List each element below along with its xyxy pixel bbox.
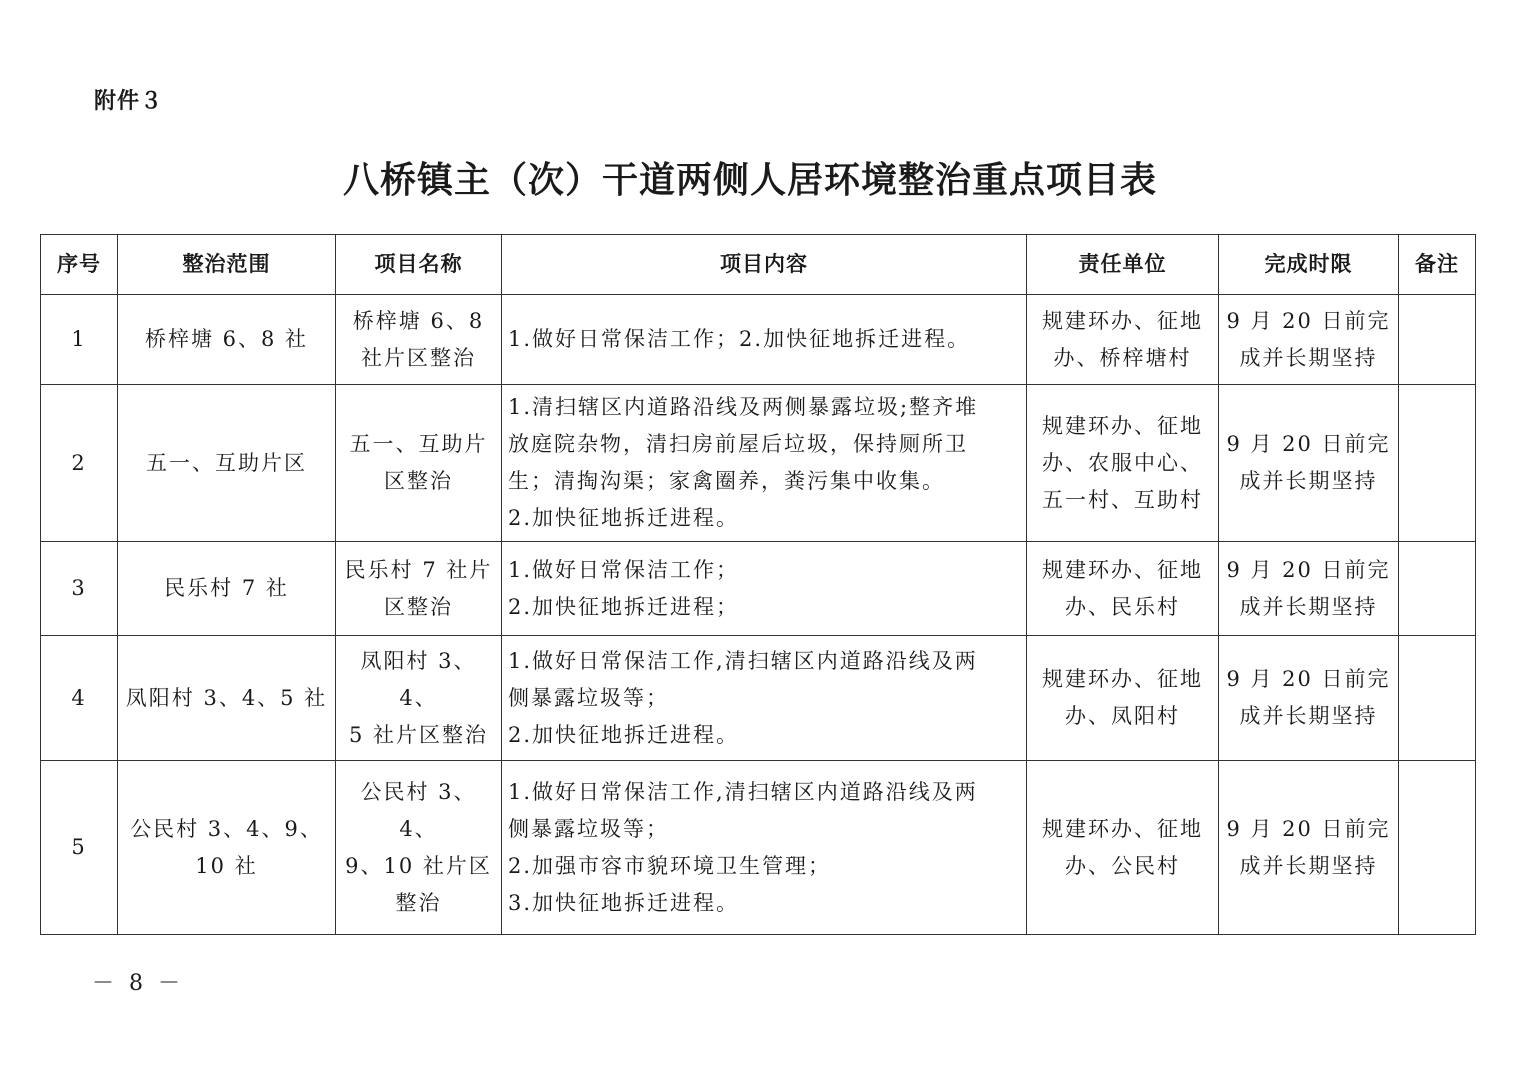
cell-line: 5 社片区整治: [348, 722, 489, 747]
cell-line: 区整治: [384, 469, 453, 493]
cell-line: 规建环办、征地: [1042, 557, 1203, 582]
cell-line: 1.做好日常保洁工作；: [508, 557, 740, 582]
cell-line: 成并长期坚持: [1239, 345, 1378, 370]
cell-line: 2.加强市容市貌环境卫生管理；: [508, 853, 832, 878]
cell-line: 成并长期坚持: [1239, 469, 1378, 493]
cell-remark: [1399, 636, 1476, 761]
cell-scope: [118, 542, 336, 636]
cell-content: [502, 542, 1027, 636]
cell-line: 民乐村 7 社: [164, 576, 289, 600]
cell-line: 凤阳村 3、4、5 社: [125, 685, 328, 710]
column-header-scope: 整治范围: [118, 235, 336, 295]
cell-scope: [118, 295, 336, 385]
cell-index: 2: [41, 385, 118, 542]
cell-line: 社片区整治: [361, 345, 476, 370]
cell-line: 侧暴露垃圾等；: [508, 685, 669, 710]
table-row: [41, 295, 1476, 385]
cell-deadline: [1219, 542, 1399, 636]
cell-line: 9 月 20 日前完: [1226, 432, 1391, 456]
cell-scope: [118, 636, 336, 761]
cell-unit: [1027, 295, 1219, 385]
cell-deadline: [1219, 295, 1399, 385]
cell-name: [336, 761, 502, 935]
cell-remark: [1399, 761, 1476, 935]
cell-content: [502, 761, 1027, 935]
cell-index: 5: [41, 761, 118, 935]
cell-line: 规建环办、征地: [1042, 667, 1203, 691]
cell-line: 9 月 20 日前完: [1226, 308, 1391, 333]
cell-line: 桥梓塘 6、8: [352, 308, 485, 333]
column-header-content: 项目内容: [502, 235, 1027, 295]
cell-unit: [1027, 542, 1219, 636]
cell-line: 9 月 20 日前完: [1226, 816, 1391, 841]
cell-line: 五一、互助片: [349, 432, 488, 456]
cell-line: 生；清掏沟渠；家禽圈养，粪污集中收集。: [508, 469, 945, 493]
table-row: [41, 636, 1476, 761]
cell-line: 公民村 3、4、9、: [130, 816, 323, 841]
page-number: － 8 －: [92, 971, 184, 996]
cell-scope: [118, 385, 336, 542]
cell-line: 1.清扫辖区内道路沿线及两侧暴露垃圾;整齐堆: [508, 395, 979, 419]
cell-line: 民乐村 7 社片: [344, 557, 493, 582]
table-row: [41, 761, 1476, 935]
cell-line: 2.加快征地拆迁进程；: [508, 594, 740, 619]
cell-remark: [1399, 295, 1476, 385]
cell-line: 整治: [395, 890, 442, 915]
cell-unit: [1027, 636, 1219, 761]
cell-line: 办、农服中心、: [1042, 450, 1203, 475]
cell-line: 9、10 社片区: [345, 853, 492, 878]
cell-content: [502, 385, 1027, 542]
cell-index: 1: [41, 295, 118, 385]
cell-line: 五一、互助片区: [146, 450, 307, 475]
attachment-label: 附件３: [94, 89, 164, 114]
cell-deadline: [1219, 385, 1399, 542]
table-row: [41, 542, 1476, 636]
cell-name: [336, 295, 502, 385]
cell-name: [336, 542, 502, 636]
document-title: 八桥镇主（次）干道两侧人居环境整治重点项目表: [342, 160, 1157, 201]
cell-line: 桥梓塘 6、8 社: [144, 327, 309, 351]
cell-line: 1.做好日常保洁工作,清扫辖区内道路沿线及两: [508, 648, 978, 673]
cell-unit: [1027, 761, 1219, 935]
table-header-row: [41, 235, 1476, 295]
cell-deadline: [1219, 636, 1399, 761]
cell-line: 侧暴露垃圾等；: [508, 816, 669, 841]
cell-name: [336, 385, 502, 542]
cell-line: 凤阳村 3、4、: [360, 648, 477, 710]
cell-line: 1.做好日常保洁工作；2.加快征地拆迁进程。: [508, 327, 971, 351]
cell-line: 成并长期坚持: [1239, 704, 1378, 728]
cell-line: 规建环办、征地: [1042, 816, 1203, 841]
cell-line: 2.加快征地拆迁进程。: [508, 722, 740, 747]
cell-remark: [1399, 385, 1476, 542]
cell-line: 成并长期坚持: [1239, 853, 1378, 878]
cell-line: 办、公民村: [1065, 853, 1180, 878]
column-header-index: 序号: [41, 235, 118, 295]
project-table: [40, 234, 1476, 935]
cell-content: [502, 295, 1027, 385]
column-header-remark: 备注: [1399, 235, 1476, 295]
cell-line: 放庭院杂物，清扫房前屋后垃圾，保持厕所卫: [508, 432, 968, 456]
cell-content: [502, 636, 1027, 761]
column-header-name: 项目名称: [336, 235, 502, 295]
cell-line: 9 月 20 日前完: [1226, 557, 1391, 582]
cell-line: 办、民乐村: [1065, 594, 1180, 619]
cell-name: [336, 636, 502, 761]
cell-scope: [118, 761, 336, 935]
cell-deadline: [1219, 761, 1399, 935]
cell-line: 规建环办、征地: [1042, 308, 1203, 333]
cell-line: 10 社: [195, 853, 258, 878]
cell-line: 1.做好日常保洁工作,清扫辖区内道路沿线及两: [508, 779, 978, 804]
cell-line: 2.加快征地拆迁进程。: [508, 506, 740, 530]
cell-line: 办、桥梓塘村: [1053, 345, 1192, 370]
cell-line: 成并长期坚持: [1239, 594, 1378, 619]
cell-line: 办、凤阳村: [1065, 704, 1180, 728]
cell-line: 区整治: [384, 594, 453, 619]
cell-line: 五一村、互助村: [1042, 487, 1203, 512]
cell-line: 9 月 20 日前完: [1226, 667, 1391, 691]
cell-line: 规建环办、征地: [1042, 413, 1203, 438]
cell-unit: [1027, 385, 1219, 542]
cell-line: 3.加快征地拆迁进程。: [508, 890, 740, 915]
column-header-deadline: 完成时限: [1219, 235, 1399, 295]
cell-remark: [1399, 542, 1476, 636]
cell-index: 3: [41, 542, 118, 636]
table-row: [41, 385, 1476, 542]
cell-index: 4: [41, 636, 118, 761]
column-header-unit: 责任单位: [1027, 235, 1219, 295]
cell-line: 公民村 3、4、: [360, 779, 477, 841]
